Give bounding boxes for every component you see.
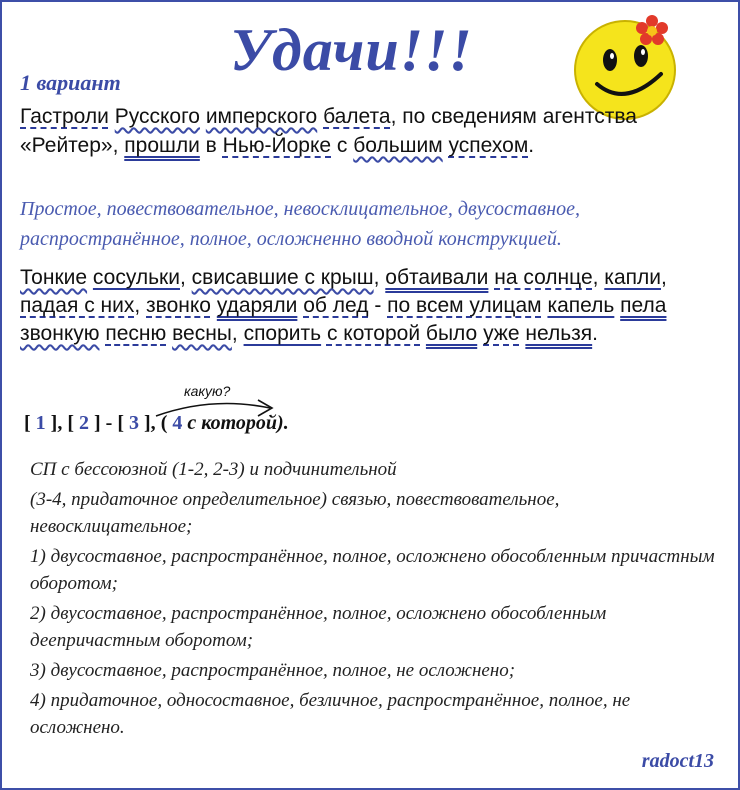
analysis-line: СП с бессоюзной (1-2, 2-3) и подчинительной [30, 459, 397, 480]
scheme-bracket: ] - [89, 412, 118, 434]
sentence-1-analysis: Простое, повествовательное, невосклицательное, двусоставное, распространённое, полное, осложненно вводной конструкцией. [20, 198, 581, 250]
scheme-bracket: ( [160, 412, 173, 434]
sentence-text: , [134, 294, 147, 317]
sentence-text: , по сведениям агентства «Рейтер», [20, 105, 637, 157]
marked-word: с которой [326, 322, 421, 345]
marked-word: большим [353, 134, 443, 157]
sentence-text: . [528, 134, 535, 157]
marked-word: звонко [146, 294, 211, 317]
marked-word: весны [172, 322, 232, 345]
sentence-text: , [592, 266, 605, 289]
marked-word: по всем улицам [387, 294, 542, 317]
analysis-line: 4) придаточное, односоставное, безличное, распространённое, полное, не осложнено. [30, 690, 631, 738]
scheme-bracket: ], [139, 412, 161, 434]
marked-word: пела [620, 294, 667, 317]
sentence-2 [20, 264, 720, 348]
sentence-text: , [660, 266, 667, 289]
marked-word: обтаивали [385, 266, 489, 289]
marked-word: сосульки [92, 266, 180, 289]
scheme-number: 4 [172, 412, 183, 434]
sentence-text: . [592, 322, 598, 345]
variant-label: 1 вариант [20, 70, 121, 95]
page-title: Удачи!!! [230, 17, 473, 83]
marked-word: звонкую [20, 322, 100, 345]
marked-word: ударяли [216, 294, 298, 317]
scheme-bracket: ], [45, 412, 68, 434]
marked-word: Русского [114, 105, 200, 128]
marked-word: Нью-Йорке [222, 134, 332, 157]
marked-word: капли [604, 266, 661, 289]
marked-word: прошли [124, 134, 200, 157]
scheme-number: 3 [129, 412, 140, 434]
sentence-text: - [368, 294, 388, 317]
analysis-line: 2) двусоставное, распространённое, полное, осложнено обособленным деепричастным оборотом; [30, 603, 607, 651]
scheme-number: 1 [35, 412, 46, 434]
sentence-1 [20, 102, 660, 160]
marked-word: свисавшие с крыш [191, 266, 374, 289]
marked-word: было [425, 322, 478, 345]
marked-word: падая с них [20, 294, 135, 317]
marked-word: Гастроли [20, 105, 109, 128]
sentence-text: с [331, 134, 354, 157]
marked-word: песню [105, 322, 167, 345]
marked-word: имперского [205, 105, 318, 128]
marked-word: об лед [303, 294, 369, 317]
marked-word: на солнце [494, 266, 593, 289]
sentence-text: , [179, 266, 192, 289]
scheme-number: 2 [79, 412, 90, 434]
scheme-bracket: [ [67, 412, 80, 434]
analysis-line: 3) двусоставное, распространённое, полное, не осложнено; [30, 660, 516, 681]
analysis-line: 1) двусоставное, распространённое, полное, осложнено обособленным причастным оборотом; [30, 546, 715, 594]
sentence-scheme [24, 412, 289, 435]
analysis-line: (3-4, придаточное определительное) связью, повествовательное, невосклицательное; [30, 489, 560, 537]
marked-word: спорить [243, 322, 322, 345]
question-label: какую? [184, 383, 231, 399]
marked-word: капель [547, 294, 615, 317]
sentence-text: в [199, 134, 223, 157]
scheme-bracket: [ [24, 412, 36, 434]
scheme-clause: с которой). [182, 412, 289, 434]
marked-word: уже [483, 322, 520, 345]
marked-word: успехом [448, 134, 529, 157]
marked-word: балета [323, 105, 391, 128]
scheme-bracket: [ [117, 412, 130, 434]
sentence-text: , [373, 266, 386, 289]
marked-word: нельзя [525, 322, 593, 345]
sentence-2-analysis [30, 456, 720, 744]
marked-word: Тонкие [20, 266, 88, 289]
author-signature: radoct13 [641, 750, 714, 772]
sentence-text: , [231, 322, 244, 345]
